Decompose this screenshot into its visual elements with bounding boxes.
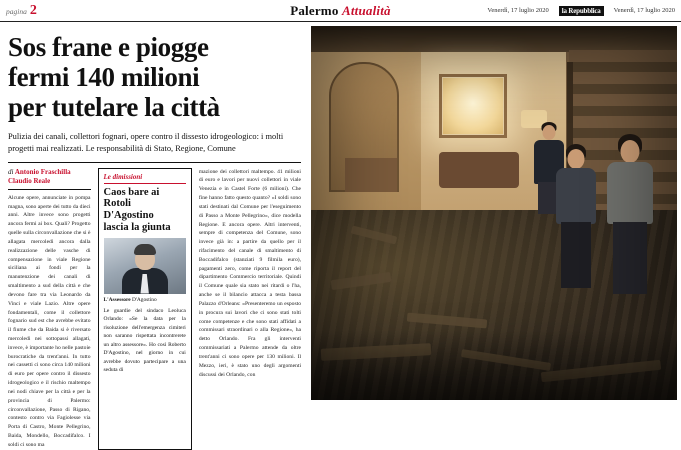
headline xyxy=(8,32,301,123)
sidebar-photo-caption xyxy=(104,297,186,304)
article-col-c xyxy=(199,168,301,450)
sidebar-portrait-photo xyxy=(104,238,186,294)
headline-line-3: per tutelare la città xyxy=(8,92,220,123)
masthead-city: Palermo xyxy=(290,2,339,18)
masthead xyxy=(0,0,681,22)
sidebar-box xyxy=(98,168,192,450)
byline-author-1: Antonio Fraschilla xyxy=(14,167,71,176)
photo-column xyxy=(309,22,681,400)
sidebar-title xyxy=(104,187,186,234)
byline xyxy=(8,168,91,190)
pagina-number: 2 xyxy=(29,2,37,18)
sidebar-kicker: Le dimissioni xyxy=(104,173,186,184)
headline-line-1: Sos frane e piogge xyxy=(8,32,209,62)
byline-author-2: Claudio Reale xyxy=(8,176,51,185)
article-col-a xyxy=(8,168,91,450)
portrait-hair xyxy=(134,244,156,255)
masthead-meta xyxy=(487,6,675,16)
sidebar-text: Le guardie del sindaco Leoluca Orlando: «Se la data per la risoluzione dell'emergenza cimiteri non saranno rispettata incontrerete un altro assessore». Ho così Roberto D'Agostino, nel giorno in cui avrebbe dovuto partecipare a una seduta di xyxy=(103,307,186,374)
pagina-label: pagina xyxy=(6,6,27,16)
masthead-section: Attualità xyxy=(342,2,391,18)
sidebar-title-line-2: D'Agostino xyxy=(103,210,154,222)
photo-vignette xyxy=(311,26,677,400)
page-content xyxy=(0,22,681,448)
sidebar-caption-label: L'Assessore xyxy=(103,296,131,303)
sidebar-caption-text: D'Agostino xyxy=(132,296,157,303)
headline-line-2: fermi 140 milioni xyxy=(8,62,200,93)
flood-interior-photo xyxy=(311,26,677,400)
article-body-grid xyxy=(8,168,301,450)
repubblica-logo: la Repubblica xyxy=(559,6,604,16)
sidebar-title-line-1: Caos bare ai Rotoli xyxy=(103,186,160,210)
masthead-date-right: Venerdì, 17 luglio 2020 xyxy=(613,7,675,14)
article-column-left xyxy=(0,22,309,448)
byline-prefix: di xyxy=(8,167,14,176)
masthead-date-left: Venerdì, 17 luglio 2020 xyxy=(487,7,549,14)
article-text-col-1: Alcune opere, annunciate in pompa magna, sono aperte dei tutto da dieci anni. Altre invece sono progetti ancora fermi ai box. Quali? Progetto quelle sulla circonvallazione che si è allagata mercoledì ancora dalla realizzazione delle vasche di compensazione in viale Regione siciliana ai fondi per la manutenzione dei canali di smaltimento a sud della città e che devono fare tra via Leonardo da Vinci e viale Lazio. Altre opere fondamentali, come il collettore fognario sud est che avrebbe evitato il fiume che da Baida si è riversato mercoledì nei sottopassi allagati, invece, è importante ho nelle pastoie burocratiche da trent'anni. In tutto nei cassetti ci sono circa 140 milioni di euro per opere contro il dissesto idrogeologico e il rischio maltempo nei nodi chiave per la città e per la provincia di Palermo: circonvallazione, Passo di Rigano, contesto contro via Fagiolesse via Porta di Castro, Monte Pellegrino, Baida, Mondello, Boccadifalco. I soldi ci sono ma xyxy=(8,194,91,448)
sidebar-title-line-3: lascia la giunta xyxy=(103,221,171,233)
article-col-b xyxy=(98,168,192,450)
article-text-col-2: mazione dei collettori maltempo. 41 milioni di euro e lavori per nuovi collettori in viale Venezia e in Castel Forte (6 milioni). Che fine hanno fatto questo quanto? «I soldi sono stati destinati dal Comune per l'eseguimento di Passo a Monte Pellegrino», dice modella Regione. E ancora opere. Altri interventi, sempre di competenza del Comune, sono invece già in: a partire da quello per il rifacimento del canale di smaltimento di Boccadifalco (stanziati 9 filmila euro), pagamenti zero, come riporta il report del dipartimento Commercio territoriale. Quindi il Comune quale sia stato nei ritardi o l'ha, anche se il bilancio attacca a testa bassa Palazzo d'Orleans: «Presenteremo un esposto in procura sui lavori che ci sono stati tolti come competenze e che sono stati affidati a commissari straordinari o alla Regione», ha detto Orlando. Fra gli interventi commissariati a Palermo attende da oltre trent'anni ci sono opere per 130 milioni. Il Mezzo, ieri, è stato uno degli argomenti discussi dei Orlando, con xyxy=(198,168,301,378)
subheadline: Pulizia dei canali, collettori fognari, opere contro il dissesto idrogeologico: i molti progetti mai realizzati. Le responsabilità di Stato, Regione, Comune xyxy=(8,131,301,163)
